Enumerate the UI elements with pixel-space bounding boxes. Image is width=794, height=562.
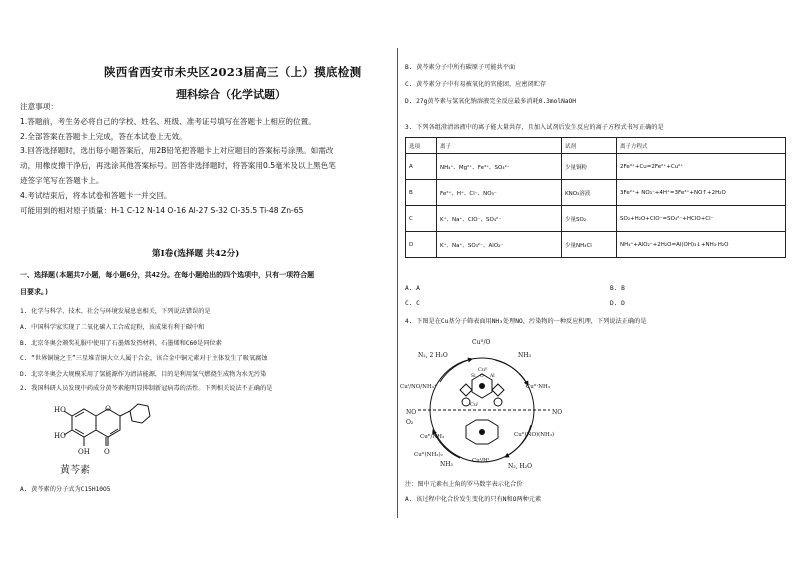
table-header-cell: 离子方程式 xyxy=(617,138,786,154)
reaction-mechanism-diagram xyxy=(400,330,580,475)
diagram-note: 注：图中元素右上角的罗马数字表示化合价 xyxy=(405,481,523,488)
ring-si-label: Si xyxy=(471,374,476,379)
top-cu-label: Cuᴵᴵ/O xyxy=(472,339,491,346)
n2-h2o-out-label: N₂, 2 H₂O xyxy=(418,352,448,359)
nh3-left-label: NH₃ xyxy=(440,461,453,468)
table-cell: 3Fe²⁺+ NO₃⁻+4H⁺=3Fe³⁺+NO↑+2H₂O xyxy=(617,180,786,206)
table-cell: K⁺、Na⁺、ClO⁻、SO₄²⁻ xyxy=(437,206,562,232)
q1-option-a: A. 中国科学家实现了二氧化碳人工合成淀粉，该成果有利于碳中和 xyxy=(20,324,205,331)
q1-option-b: B. 北京冬奥会颁奖礼服中使用了石墨烯发热材料，石墨烯和C60是同位素 xyxy=(20,340,222,347)
table-row xyxy=(406,154,786,180)
right-mid-label: Cuᴵᴵ·NH₃ xyxy=(526,384,551,390)
left-mid-label: Cuᴵ/NO/NH₃⁺ xyxy=(400,384,437,390)
table-row xyxy=(406,206,786,232)
baicalein-structure xyxy=(42,394,152,474)
table-cell: 少量NH₄Cl xyxy=(562,232,617,258)
left-lower-label-2: Cuᴵᴵ(NH₃)₂ xyxy=(414,452,443,458)
ring-o-label: O xyxy=(480,374,484,379)
n2-h2o-bottom-label: N₂, H₂O xyxy=(508,463,533,470)
question-1: 1. 化学与科学、技术、社会与环境发展息息相关，下列说法错误的是 xyxy=(20,308,211,315)
ho-label-mid: HO xyxy=(54,432,66,440)
table-cell: 少量SO₂ xyxy=(562,206,617,232)
notice-line: 1.答题前，考生务必将自己的学校、姓名、班级、准考证号填写在答题卡上相应的位置。 xyxy=(20,116,316,126)
q2-option-a: A. 黄芩素的分子式为C15H10O5 xyxy=(20,486,111,493)
notice-line: 3.回答选择题时，选出每小题答案后，用2B铅笔把答题卡上对应题目的答案标号涂黑。如需改 xyxy=(20,146,334,156)
table-header-cell: 离子 xyxy=(437,138,562,154)
exam-subtitle: 理科综合（化学试题） xyxy=(176,88,286,101)
question-3: 3. 下列各组澄清溶液中的离子能大量共存，且加入试剂后发生反应的离子方程式书写正确的是 xyxy=(405,124,664,131)
notice-block xyxy=(20,100,336,218)
right-lower-label: Cuᴵᴵ(NO)(NH₃) xyxy=(514,432,555,438)
ion-reaction-table xyxy=(405,137,786,258)
ring-al-label: Al xyxy=(490,374,495,379)
table-cell: SO₂+H₂O+ClO⁻=SO₄²⁻+HClO+Cl⁻ xyxy=(617,206,786,232)
notice-line: 4.考试结束后，将本试卷和答题卡一并交回。 xyxy=(20,190,172,200)
section-intro: 一、选择题(本题共7小题，每小题6分，共42分。在每小题给出的四个选项中，只有一项符合题 xyxy=(20,271,315,279)
o2-left-label: O₂ xyxy=(406,419,414,426)
q3-option-b: B. B xyxy=(610,285,625,292)
q3-option-c: C. C xyxy=(405,300,420,307)
table-cell: B xyxy=(406,180,437,206)
nh3-in-label: NH₃ xyxy=(518,352,531,359)
bottom-cu-label: Cuᴵ/Hᴵ xyxy=(472,458,490,464)
q3-option-d: D. D xyxy=(610,300,625,307)
q2-option-b: B. 黄芩素分子中所有碳原子可能共平面 xyxy=(405,64,516,71)
q1-option-d: D. 北京冬奥会大规模采用了氢能源作为清洁能源，目的是利用氢气燃烧生成物为水无污染 xyxy=(20,371,267,378)
ho-label-top: HO xyxy=(54,406,66,414)
table-cell: 少量铜粉 xyxy=(562,154,617,180)
no-left-label: NO xyxy=(406,409,417,416)
q4-option-a: A. 该过程中化合价发生变化的只有N和O两种元素 xyxy=(405,496,542,503)
table-cell: C xyxy=(406,206,437,232)
notice-line: 2.全部答案在答题卡上完成，答在本试卷上无效。 xyxy=(20,131,187,141)
q1-option-c: C. “世界铜镜之王”三星堆青铜大立人属于合金，该合金中铜元素对于主体发生了吸氧腐蚀 xyxy=(20,355,268,362)
notice-line: 动，用橡皮擦干净后，再选涂其他答案标号。回答非选择题时，将答案用0.5毫米及以上黑色笔 xyxy=(20,161,336,171)
table-cell: A xyxy=(406,154,437,180)
atomic-mass-line: 可能用到的相对原子质量：H-1 C-12 N-14 O-16 Al-27 S-32 Cl-35.5 Ti-48 Zn-65 xyxy=(20,205,304,215)
table-cell: 2Fe³⁺+Cu=2Fe²⁺+Cu²⁺ xyxy=(617,154,786,180)
carbonyl-oxygen-label: O xyxy=(104,448,110,456)
q2-option-d: D. 27g黄芩素与氢氧化钠溶液完全反应最多消耗0.3molNaOH xyxy=(405,98,576,105)
left-lower-label-1: Cuᴵᴵ/NH₃ xyxy=(420,434,445,440)
table-cell: K⁺、Na⁺、SO₃²⁻、AlO₂⁻ xyxy=(437,232,562,258)
center-mid-cu-label: Cuᴵ xyxy=(470,402,479,408)
table-row xyxy=(406,180,786,206)
table-row xyxy=(406,232,786,258)
table-header-row xyxy=(406,138,786,154)
ring-oxygen-label: O xyxy=(105,405,111,413)
question-2: 2. 我国科研人员发现中药成分黄芩素能明显抑制新冠病毒的活性。下列相关说法不正确的是 xyxy=(20,385,273,392)
table-cell: KNO₃溶液 xyxy=(562,180,617,206)
table-header-cell: 试剂 xyxy=(562,138,617,154)
notice-line: 迹签字笔写在答题卡上。 xyxy=(20,175,104,185)
table-cell: NH₄⁺、Mg²⁺、Fe³⁺、SO₄²⁻ xyxy=(437,154,562,180)
table-cell: Fe²⁺、H⁺、Cl⁻、NO₃⁻ xyxy=(437,180,562,206)
column-divider xyxy=(397,48,398,518)
table-header-cell: 选项 xyxy=(406,138,437,154)
molecule-name: 黄芩素 xyxy=(60,465,90,476)
table-cell: NH₄⁺+AlO₂⁻+2H₂O=Al(OH)₃↓+NH₃·H₂O xyxy=(617,232,786,258)
exam-title: 陕西省西安市未央区2023届高三（上）摸底检测 xyxy=(104,65,362,79)
q3-option-a: A. A xyxy=(405,285,420,292)
q2-option-c: C. 黄芩素分子中有易被氧化的官能团，应密闭贮存 xyxy=(405,81,547,88)
section-intro-cont: 目要求。) xyxy=(20,288,49,296)
notice-heading: 注意事项： xyxy=(20,102,58,111)
no-right-label: NO xyxy=(552,409,563,416)
oh-label-bottom: OH xyxy=(78,448,90,456)
table-cell: D xyxy=(406,232,437,258)
section-title: 第Ⅰ卷(选择题 共42分) xyxy=(152,249,240,259)
question-4: 4. 下图是在Cu基分子筛表面用NH₃处理NO，污染物的一种反应机理，下列说法正确的是 xyxy=(405,318,647,325)
center-top-cu-label: Cuᴵᴵ xyxy=(478,367,488,373)
